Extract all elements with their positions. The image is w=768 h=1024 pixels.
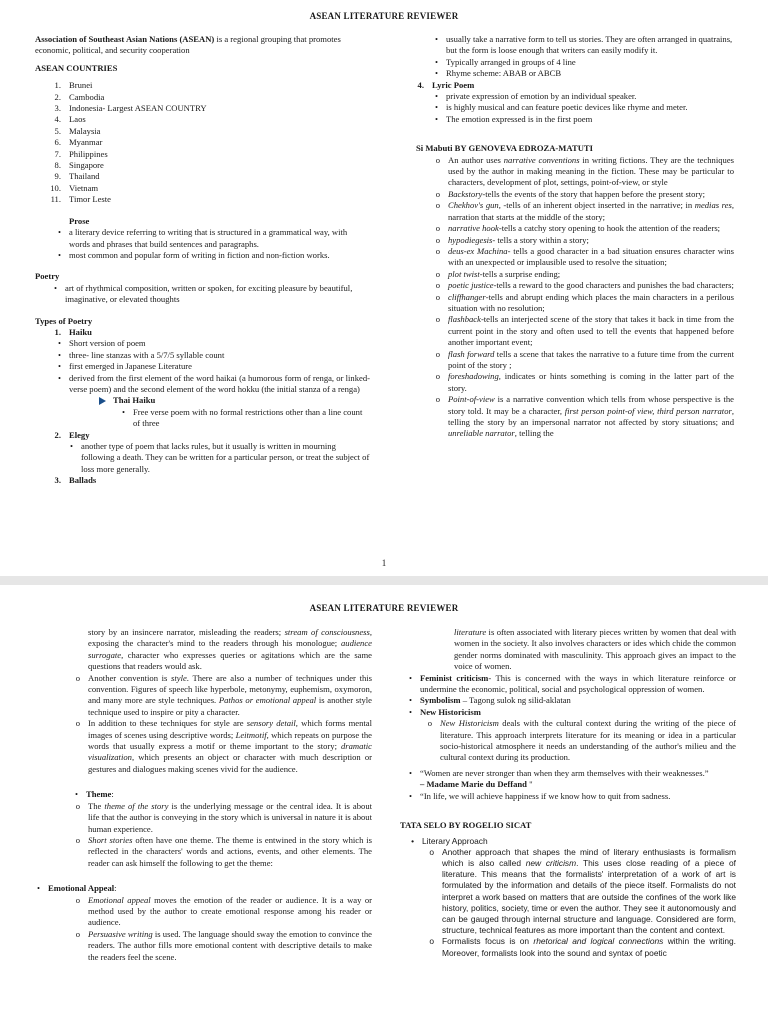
- list-item-text: Persuasive writing is used. The language should sway the emotion to convince the readers. The author fills more emotional content with descriptive details to make the readers feel the scene.: [88, 928, 372, 962]
- list-item: • another type of poem that lacks rules, but it usually is written in mourning following a death. They can be written for a particular person, or treat the subject of loss more generally.: [69, 441, 370, 474]
- list-item: [70, 929, 372, 963]
- list-item-text: An author uses narrative conventions in writing fictions. They are the techniques used by the author in making meaning in the fiction. These may be particular to characters, development of plot, settings, point-of-view, or style: [448, 154, 734, 188]
- list-item: • a literary device referring to writing that is structured in a grammatical way, with words and phrases that build sentences and paragraphs.: [57, 227, 348, 249]
- list-item: • usually take a narrative form to tell us stories. They are often arranged in quatrains, but the form is loose enough that writers can easily modify it.: [434, 34, 733, 56]
- list-item-text: Emotional appeal moves the emotion of the reader or audience. It is a way or method used by the author to create emotional response among his reader or audience.: [88, 894, 372, 928]
- si-mabuti-heading: Si Mabuti BY GENOVEVA EDROZA-MATUTI: [416, 143, 593, 154]
- poetry-heading: Poetry: [35, 271, 60, 282]
- list-item-text: flash forward tells a scene that takes the narrative to a future time from the current point of the story ;: [448, 348, 734, 370]
- document-page-2: [0, 585, 768, 1024]
- list-bullet: o: [75, 672, 80, 683]
- list-bullet: o: [435, 371, 440, 382]
- list-item: 11. Timor Leste: [50, 194, 111, 205]
- list-item: [428, 314, 734, 348]
- list-bullet: o: [435, 234, 440, 245]
- list-item: 10. Vietnam: [50, 182, 99, 193]
- list-item-text: Backstory-tells the events of the story that happen before the present story;: [448, 188, 706, 199]
- list-item: [70, 835, 372, 869]
- symbolism: • Symbolism – Tagong sulok ng silid-aklatan: [408, 695, 571, 706]
- elegy-heading: 2. Elegy: [54, 429, 90, 440]
- quote-2: • “In life, we will achieve happiness if we know how to quit from sadness.: [408, 790, 671, 801]
- arrow-bullet-icon: [99, 397, 106, 405]
- paragraph: story by an insincere narrator, misleading the readers; stream of consciousness, exposing the character's mind to the readers through his monologue; audience surrogate, character who expresses queries or agitations which are the same questions that readers would ask.: [88, 627, 372, 672]
- list-item: [428, 155, 734, 189]
- list-item-text: Formalists focus is on rhetorical and logical connections within the writing. Moreover, formalists look into the sound and syntax of poetic: [442, 936, 737, 958]
- list-bullet: o: [435, 154, 440, 165]
- paragraph: literature is often associated with literary pieces written by women that deal with women in the society. It also involves characters or ides which chide the common gender norms dominated with masculinity. This approach gives an impact to the voice of women.: [454, 627, 736, 672]
- list-bullet: o: [75, 718, 80, 729]
- list-item: • Rhyme scheme: ABAB or ABCB: [434, 68, 562, 79]
- tata-selo-heading: TATA SELO BY ROGELIO SICAT: [400, 820, 532, 831]
- list-item-text: In addition to these techniques for style are sensory detail, which forms mental images of scenes using descriptive words; Leitmotif, which repeats on purpose the words that usually express a motif or theme important to the story; dramatic visualization, which presents an object or character with much description or gestures and dialogues making scenes vivid for the audience.: [88, 718, 372, 774]
- asean-definition-text: is a regional grouping that promotes economic, political, and security cooperation: [35, 34, 341, 56]
- list-item: [70, 801, 372, 835]
- list-bullet: o: [435, 291, 440, 302]
- list-item-text: narrative hook-tells a catchy story opening to hook the attention of the readers;: [448, 223, 721, 234]
- list-bullet: o: [75, 928, 80, 939]
- list-item-text: Chekhov's gun, -tells of an inherent object inserted in the narrative; in medias res, narration that starts at the middle of the story;: [448, 200, 734, 222]
- list-bullet: o: [75, 834, 80, 845]
- list-item: • Typically arranged in groups of 4 line: [434, 56, 576, 67]
- page-title: ASEAN LITERATURE REVIEWER: [309, 11, 459, 21]
- page1-left-column: [35, 34, 370, 487]
- list-item: 3. Indonesia- Largest ASEAN COUNTRY: [54, 103, 207, 114]
- list-item: [428, 223, 734, 234]
- list-bullet: o: [75, 894, 80, 905]
- list-bullet: o: [429, 936, 434, 947]
- countries-heading: ASEAN COUNTRIES: [35, 62, 118, 73]
- page-separator: [0, 576, 768, 585]
- list-bullet: o: [435, 394, 440, 405]
- page-title: ASEAN LITERATURE REVIEWER: [309, 603, 459, 613]
- list-item: • private expression of emotion by an individual speaker.: [434, 91, 637, 102]
- list-bullet: o: [435, 188, 440, 199]
- list-item: • three- line stanzas with a 5/7/5 syllable count: [57, 349, 225, 360]
- list-item: 9. Thailand: [54, 171, 100, 182]
- list-item: 4. Laos: [54, 114, 86, 125]
- page-number: 1: [381, 558, 387, 568]
- thai-haiku-heading: Thai Haiku: [99, 395, 370, 406]
- list-item: 6. Myanmar: [54, 137, 103, 148]
- list-item-text: hypodiegesis- tells a story within a story;: [448, 234, 589, 245]
- list-item-text: Short stories often have one theme. The theme is entwined in the story which is reflected in the characters' words and actions, events, and other elements. The reader can ask himself the following to get the theme:: [88, 834, 372, 868]
- list-item: [428, 235, 734, 246]
- list-item: [428, 246, 734, 269]
- list-item: o New Historicism deals with the cultural context during the writing of the piece of literature. This approach interprets literature for its meaning or idea in a particular socio-historical atmosphere it needs an understanding of the author's milieu and the cultural context during its production.: [427, 718, 736, 763]
- list-item: [70, 718, 372, 775]
- formalism-list: [400, 847, 736, 959]
- list-item: • art of rhythmical composition, written or spoken, for exciting pleasure by beautiful, imaginative, or elevated thoughts: [53, 282, 353, 305]
- list-item: [428, 292, 734, 315]
- countries-list: [35, 80, 370, 205]
- literary-approach-item: • Literary Approach: [411, 835, 488, 846]
- list-item-text: poetic justice-tells a reward to the good characters and punishes the bad characters;: [448, 280, 734, 291]
- list-item-text: The theme of the story is the underlying message or the central idea. It is about life that the author is conveying in the story which is universal in nature it is about human experience.: [88, 800, 372, 834]
- quote-1: • “Women are never stronger than when they arm themselves with their weaknesses.” – Madame Marie du Deffand ": [408, 767, 709, 790]
- page2-left-column: [36, 627, 372, 963]
- list-item: 2. Cambodia: [54, 91, 105, 102]
- prose-heading: Prose: [69, 215, 90, 226]
- list-item: [424, 847, 736, 937]
- list-item-text: Another approach that shapes the mind of literary enthusiasts is formalism which is also called new criticism. This uses close reading of a piece of literature. This means that the formalists' interpretation of a work of art is formulated by the information and details of the piece itself. Formalists do not interpret a work based on matters that are outside the confines of the work like history, politics, society, time or even the author. They see it autonomously and can be gauged through internal structure and language. Considered are form, structure, technical features as more important than the content and context.: [442, 846, 736, 936]
- list-item-text: deus-ex Machina- tells a good character in a bad situation ensures character wins with an unexpected or implausible used to resolve the situation;: [448, 245, 734, 268]
- list-item-text: Point-of-view is a narrative convention which tells from whose perspective is the story told. It may be a character, first person point-of view, third person narrator, telling the story by an impersonal narrator not affected by story situations; and unreliable narrator, telling the: [448, 394, 734, 439]
- list-item-text: plot twist-tells a surprise ending;: [448, 268, 561, 279]
- list-bullet: o: [435, 268, 440, 279]
- list-item: 7. Philippines: [54, 148, 108, 159]
- list-item: [428, 269, 734, 280]
- emotional-list: [42, 895, 372, 963]
- list-item-text: flashback-tells an interjected scene of the story that takes it back in time from the current point in the story and often used to tell the events that happened before another important event;: [448, 314, 734, 348]
- types-of-poetry-heading: Types of Poetry: [35, 315, 93, 326]
- emotional-appeal-heading: • Emotional Appeal:: [36, 883, 117, 894]
- list-bullet: o: [435, 245, 440, 256]
- asean-term: Association of Southeast Asian Nations (ASEAN): [35, 34, 215, 44]
- page2-right-column: [400, 627, 736, 959]
- list-item-text: cliffhanger-tells and abrupt ending which places the main characters in a perilous situation with no resolution;: [448, 291, 734, 313]
- list-item: [424, 936, 736, 958]
- list-bullet: o: [435, 314, 440, 325]
- list-bullet: o: [435, 200, 440, 211]
- list-item: 1. Brunei: [54, 80, 93, 91]
- list-item: [70, 673, 372, 719]
- list-item-text: Another convention is style. There are also a number of techniques under this convention. Figures of speech like hyperbole, metonymy, euphemism, oxymoron, and many more are style techniques. Pathos or emotional appeal is another style technique used to inspire or pity a character.: [88, 672, 372, 717]
- asean-definition: [35, 34, 370, 57]
- list-item: • first emerged in Japanese Literature: [57, 361, 192, 372]
- list-item: [428, 189, 734, 200]
- lyric-poem-heading: 4. Lyric Poem: [417, 79, 475, 90]
- list-item: • is highly musical and can feature poetic devices like rhyme and meter.: [434, 102, 688, 113]
- theme-list: [42, 801, 372, 869]
- list-item-text: foreshadowing, indicates or hints something is coming in the latter part of the story.: [448, 371, 734, 393]
- ballads-heading: 3. Ballads: [54, 475, 97, 486]
- list-item: [428, 200, 734, 223]
- mabuti-list: [416, 155, 734, 440]
- list-item: • The emotion expressed is in the first poem: [434, 113, 593, 124]
- list-bullet: o: [429, 846, 434, 857]
- haiku-heading: 1. Haiku: [54, 326, 92, 337]
- list-bullet: o: [75, 800, 80, 811]
- list-item: [428, 349, 734, 372]
- feminist-criticism: • Feminist criticism- This is concerned with the ways in which literature reinforce or undermine the economic, political, social and psychological oppression of women.: [408, 672, 737, 695]
- list-bullet: o: [435, 280, 440, 291]
- list-item: [428, 371, 734, 394]
- style-list: [42, 673, 372, 776]
- list-item: • derived from the first element of the word haikai (a humorous form of renga, or linked-verse poem) and the second element of the word hokku (the initial stanza of a renga): [57, 372, 370, 394]
- list-item: [428, 394, 734, 440]
- list-item: 5. Malaysia: [54, 125, 101, 136]
- new-historicism-heading: • New Historicism: [408, 706, 481, 717]
- list-item: 8. Singapore: [54, 160, 104, 171]
- list-item: [428, 280, 734, 291]
- list-item: • Short version of poem: [57, 338, 146, 349]
- page1-right-column: [416, 34, 734, 440]
- list-bullet: o: [435, 223, 440, 234]
- list-item: • most common and popular form of writing in fiction and non-fiction works.: [57, 249, 330, 260]
- list-item: • Free verse poem with no formal restrictions other than a line count of three: [121, 406, 363, 429]
- list-bullet: o: [435, 348, 440, 359]
- theme-heading: • Theme:: [74, 789, 114, 800]
- list-item: [70, 895, 372, 929]
